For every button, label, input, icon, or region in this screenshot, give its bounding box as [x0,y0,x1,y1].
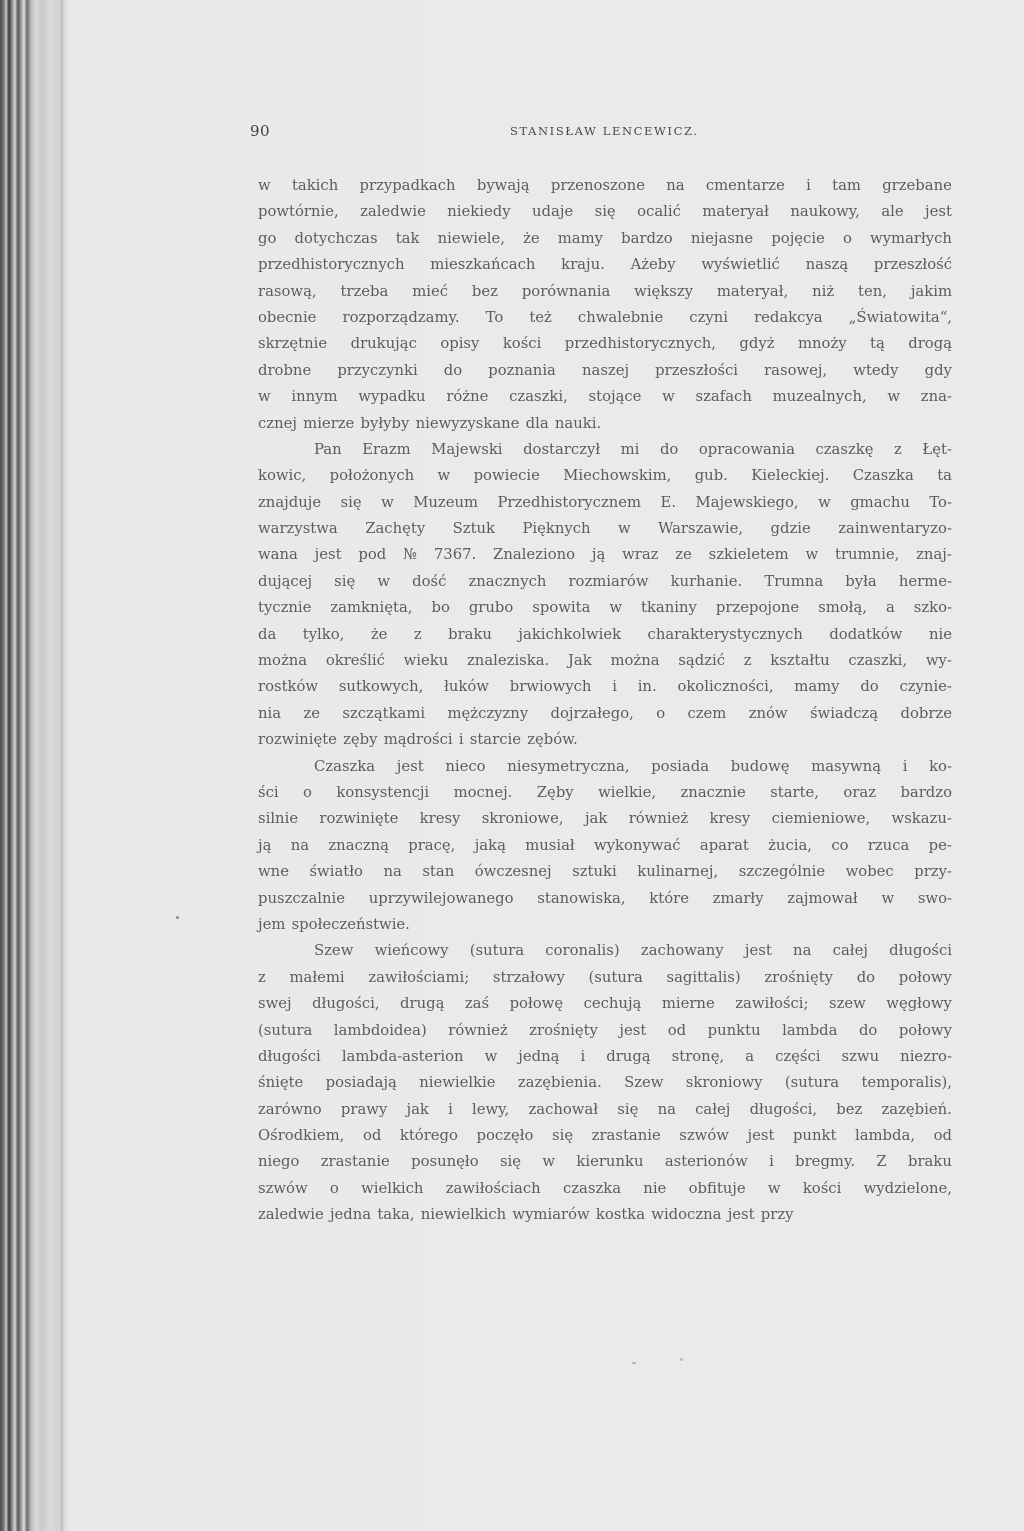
book-binding-edge [0,0,68,1531]
running-head: STANISŁAW LENCEWICZ. [510,124,699,138]
scan-speck [176,916,179,919]
text-line: nia ze szczątkami mężczyzny dojrzałego, o czem znów świadczą dobrze [258,704,952,722]
page-header [250,122,956,146]
paragraph [258,938,952,1228]
text-line: go dotychczas tak niewiele, że mamy bardzo niejasne pojęcie o wymarłych [258,229,952,247]
text-line: puszczalnie uprzywilejowanego stanowiska, które zmarły zajmował w swo- [258,889,952,907]
text-line: wne światło na stan ówczesnej sztuki kulinarnej, szczególnie wobec przy- [258,863,952,881]
text-line: skrzętnie drukując opisy kości przedhistorycznych, gdyż mnoży tą drogą [258,335,952,353]
scan-speck [632,1362,636,1364]
text-line: zaledwie jedna taka, niewielkich wymiarów kostka widoczna jest przy [258,1206,794,1224]
text-line: dującej się w dość znacznych rozmiarów kurhanie. Trumna była herme- [258,572,952,590]
text-line: zarówno prawy jak i lewy, zachował się na całej długości, bez zazębień. [258,1100,952,1118]
text-line: (sutura lambdoidea) również zrośnięty jest od punktu lambda do połowy [258,1021,952,1039]
text-line: przedhistorycznych mieszkańcach kraju. Ażeby wyświetlić naszą przeszłość [258,256,952,274]
text-line: tycznie zamknięta, bo grubo spowita w tkaniny przepojone smołą, a szko- [258,599,952,617]
text-line: rasową, trzeba mieć bez porównania większy materyał, niż ten, jakim [258,282,952,300]
text-line: silnie rozwinięte kresy skroniowe, jak również kresy ciemieniowe, wskazu- [258,810,952,828]
text-line: w innym wypadku różne czaszki, stojące w szafach muzealnych, w zna- [258,388,952,406]
page-gutter [60,0,64,1531]
text-line: cznej mierze byłyby niewyzyskane dla nauki. [258,414,602,432]
text-line: znajduje się w Muzeum Przedhistorycznem E. Majewskiego, w gmachu To- [258,493,952,511]
text-line: rostków sutkowych, łuków brwiowych i in. okoliczności, mamy do czynie- [258,678,952,696]
paragraph [258,173,952,437]
text-line: szwów o wielkich zawiłościach czaszka nie obfituje w kości wydzielone, [258,1179,952,1197]
text-line: Ośrodkiem, od którego poczęło się zrastanie szwów jest punkt lambda, od [258,1127,952,1145]
text-line: powtórnie, zaledwie niekiedy udaje się ocalić materyał naukowy, ale jest [258,203,952,221]
text-line: rozwinięte zęby mądrości i starcie zębów. [258,731,578,749]
text-line: da tylko, że z braku jakichkolwiek charakterystycznych dodatków nie [258,625,952,643]
page-number: 90 [250,122,271,140]
text-line: jem społeczeństwie. [258,915,410,933]
text-line: obecnie rozporządzamy. To też chwalebnie czyni redakcya „Światowita“, [258,308,952,326]
text-line: kowic, położonych w powiecie Miechowskim, gub. Kieleckiej. Czaszka ta [258,467,952,485]
paragraph [258,754,952,939]
text-line: warzystwa Zachęty Sztuk Pięknych w Warszawie, gdzie zainwentaryzo- [258,520,952,538]
text-line: swej długości, drugą zaś połowę cechują mierne zawiłości; szew węgłowy [258,995,952,1013]
text-line: z małemi zawiłościami; strzałowy (sutura sagittalis) zrośnięty do połowy [258,968,952,986]
body-text [258,173,952,1229]
scan-speck [680,1358,683,1361]
text-line: drobne przyczynki do poznania naszej przeszłości rasowej, wtedy gdy [258,361,952,379]
text-line: wana jest pod № 7367. Znaleziono ją wraz ze szkieletem w trumnie, znaj- [258,546,952,564]
paragraph [258,437,952,754]
text-line: Czaszka jest nieco niesymetryczna, posiada budowę masywną i ko- [314,757,952,775]
text-line: niego zrastanie posunęło się w kierunku asterionów i bregmy. Z braku [258,1153,952,1171]
text-line: długości lambda-asterion w jedną i drugą stronę, a części szwu niezro- [258,1047,952,1065]
text-line: można określić wieku znaleziska. Jak można sądzić z kształtu czaszki, wy- [258,652,952,670]
text-line: śnięte posiadają niewielkie zazębienia. Szew skroniowy (sutura temporalis), [258,1074,952,1092]
text-line: w takich przypadkach bywają przenoszone na cmentarze i tam grzebane [258,177,952,194]
text-line: ści o konsystencji mocnej. Zęby wielkie, znacznie starte, oraz bardzo [258,783,952,801]
text-line: Pan Erazm Majewski dostarczył mi do opracowania czaszkę z Łęt- [314,440,952,458]
text-line: Szew wieńcowy (sutura coronalis) zachowany jest na całej długości [314,942,952,960]
text-line: ją na znaczną pracę, jaką musiał wykonywać aparat żucia, co rzuca pe- [258,836,952,854]
